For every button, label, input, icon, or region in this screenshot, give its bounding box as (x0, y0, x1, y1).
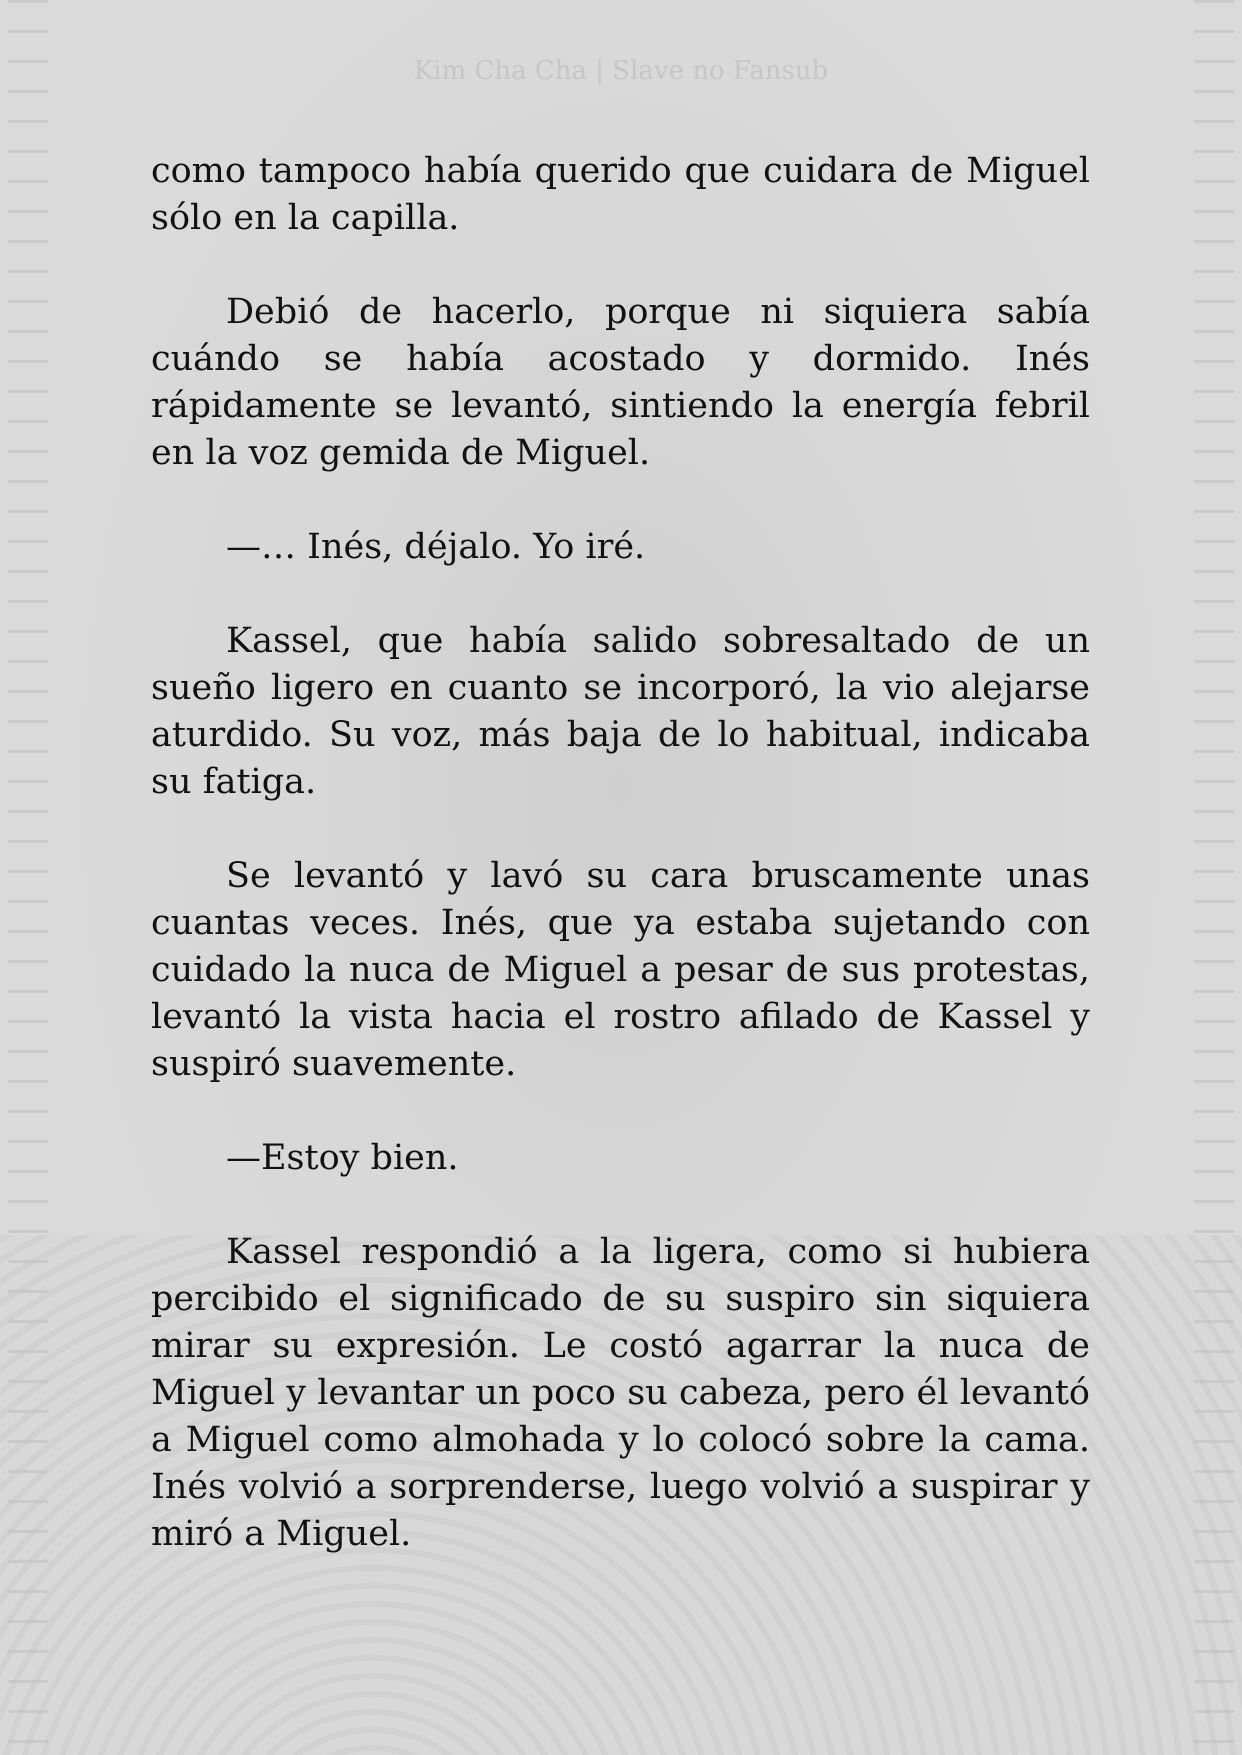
page-header-watermark: Kim Cha Cha | Slave no Fansub (413, 56, 829, 86)
paragraph: Kassel respondió a la ligera, como si hubiera percibido el significado de su suspiro sin siquiera mirar su expresión. Le costó agarrar la nuca de Miguel y levantar un poco su cabeza, pero él levantó a Miguel como almohada y lo colocó sobre la cama. Inés volvió a sorprenderse, luego volvió a suspirar y miró a Miguel. (151, 1232, 1090, 1554)
paragraph: Se levantó y lavó su cara bruscamente unas cuantas veces. Inés, que ya estaba sujetando con cuidado la nuca de Miguel a pesar de sus protestas, levantó la vista hacia el rostro afilado de Kassel y suspiró suavemente. (151, 856, 1090, 1084)
paragraph: —… Inés, déjalo. Yo iré. (226, 527, 646, 567)
paragraph: Debió de hacerlo, porque ni siquiera sabía cuándo se había acostado y dormido. Inés rápidamente se levantó, sintiendo la energía febril en la voz gemida de Miguel. (151, 292, 1090, 473)
paragraph: Kassel, que había salido sobresaltado de un sueño ligero en cuanto se incorporó, la vio alejarse aturdido. Su voz, más baja de lo habitual, indicaba su fatiga. (151, 621, 1090, 802)
ornamental-border-left (8, 0, 48, 1755)
body-text (151, 148, 1090, 1605)
paragraph: como tampoco había querido que cuidara de Miguel sólo en la capilla. (151, 151, 1090, 238)
paragraph: —Estoy bien. (226, 1138, 459, 1178)
ornamental-border-right (1194, 0, 1234, 1755)
